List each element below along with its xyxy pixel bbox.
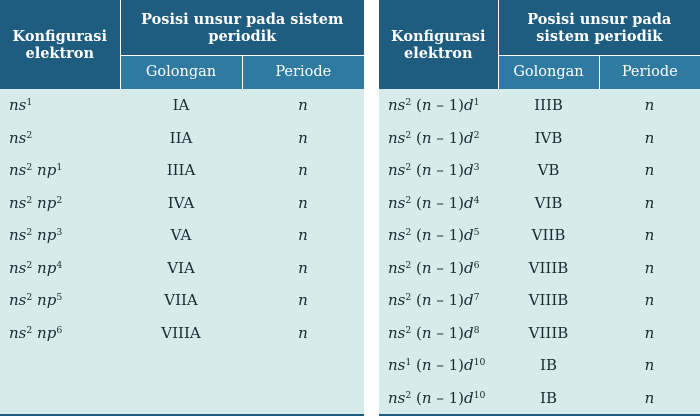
config-term: ( [411,356,422,375]
config-term: ns [9,323,27,342]
config-term: n [421,291,432,310]
config-superscript: 2 [26,324,33,336]
electron-config-cell [0,317,120,350]
group-cell: IA [120,89,242,122]
config-superscript: 1 [405,357,412,369]
config-term: ns [388,356,406,375]
group-cell: IIIA [120,154,242,187]
config-superscript: 5 [473,227,480,239]
group-cell [120,349,242,382]
config-term: np [32,291,57,310]
config-superscript: 8 [473,324,480,336]
config-term: ( [411,323,422,342]
period-cell: n [242,284,364,317]
right-electron-config-table [379,0,700,416]
electron-config-cell [379,122,498,155]
config-term: ( [411,226,422,245]
config-superscript: 5 [56,292,63,304]
header-position: Posisi unsur pada sistem periodik [120,0,364,56]
group-cell: VIIIB [498,252,599,285]
config-term: d [464,193,474,212]
config-superscript: 2 [405,162,412,174]
config-term: – 1) [431,258,465,277]
config-superscript: 2 [26,292,33,304]
config-term: ( [411,96,422,115]
period-cell: n [599,187,700,220]
electron-config-cell [379,382,498,416]
electron-config-cell [0,187,120,220]
table-row [379,122,700,155]
config-superscript: 2 [405,129,412,141]
table-row [0,122,364,155]
config-superscript: 2 [26,194,33,206]
config-superscript: 3 [56,227,63,239]
config-term: d [464,226,474,245]
config-term: ns [388,291,406,310]
config-term: – 1) [431,291,465,310]
period-cell [242,382,364,416]
config-term: n [421,193,432,212]
period-cell: n [242,187,364,220]
table-row [379,89,700,122]
config-superscript: 1 [56,162,63,174]
table-row [0,154,364,187]
table-row [0,284,364,317]
electron-config-cell [0,89,120,122]
period-cell [242,349,364,382]
header-period: Periode [242,56,364,90]
electron-config-cell [379,252,498,285]
period-cell: n [599,122,700,155]
table-row [0,187,364,220]
electron-config-cell [379,154,498,187]
period-cell: n [599,349,700,382]
header-group: Golongan [498,56,599,90]
config-term: ns [9,161,27,180]
group-cell: VIIIA [120,317,242,350]
config-term: ns [9,128,27,147]
config-term: np [32,193,57,212]
config-term: ns [9,291,27,310]
config-term: ns [388,96,406,115]
electron-config-cell [379,89,498,122]
table-row [379,187,700,220]
config-term: np [32,226,57,245]
group-cell: VIB [498,187,599,220]
config-term: n [421,226,432,245]
table-row [379,219,700,252]
config-term: ns [388,258,406,277]
config-term: ns [9,96,27,115]
period-cell: n [242,89,364,122]
config-superscript: 3 [473,162,480,174]
electron-config-cell [379,317,498,350]
config-term: d [464,258,474,277]
electron-config-cell [0,252,120,285]
config-term: ( [411,161,422,180]
config-term: np [32,258,57,277]
config-term: n [421,388,432,407]
config-term: – 1) [431,161,465,180]
config-term: ns [388,193,406,212]
header-period: Periode [599,56,700,90]
config-term: ( [411,258,422,277]
table-row [379,317,700,350]
period-cell: n [242,122,364,155]
config-superscript: 6 [56,324,63,336]
config-term: ( [411,388,422,407]
header-config: Konfigurasi elektron [0,0,120,89]
config-superscript: 2 [405,97,412,109]
config-superscript: 2 [405,292,412,304]
config-term: d [464,128,474,147]
config-term: n [421,323,432,342]
electron-config-cell [379,349,498,382]
config-superscript: 2 [473,129,480,141]
table-row [0,89,364,122]
config-term: ( [411,128,422,147]
config-term: – 1) [431,388,465,407]
config-superscript: 2 [405,227,412,239]
group-cell: IB [498,349,599,382]
config-superscript: 2 [405,324,412,336]
config-term: n [421,258,432,277]
config-superscript: 2 [26,162,33,174]
electron-config-cell [0,349,120,382]
config-term: d [464,96,474,115]
period-cell: n [599,382,700,416]
config-term: ns [388,226,406,245]
electron-config-cell [0,284,120,317]
config-term: ns [388,323,406,342]
header-group: Golongan [120,56,242,90]
config-term: – 1) [431,128,465,147]
period-cell: n [242,252,364,285]
config-superscript: 2 [405,259,412,271]
period-cell: n [242,219,364,252]
group-cell: VIIIB [498,317,599,350]
header-config: Konfigurasi elektron [379,0,498,89]
group-cell: VIIB [498,219,599,252]
group-cell: IVB [498,122,599,155]
period-cell: n [599,154,700,187]
table-row [379,284,700,317]
config-term: – 1) [431,96,465,115]
left-table-body [0,89,364,415]
group-cell [120,382,242,416]
config-superscript: 2 [56,194,63,206]
config-term: – 1) [431,193,465,212]
period-cell: n [599,219,700,252]
config-superscript: 4 [473,194,480,206]
group-cell: VA [120,219,242,252]
config-superscript: 1 [473,97,480,109]
config-term: d [464,291,474,310]
period-cell: n [599,252,700,285]
table-row [0,382,364,416]
electron-config-cell [0,122,120,155]
period-cell: n [599,89,700,122]
table-row [0,317,364,350]
config-term: d [464,161,474,180]
table-row [379,154,700,187]
config-superscript: 2 [26,259,33,271]
group-cell: VIIIB [498,284,599,317]
group-cell: IIIB [498,89,599,122]
config-superscript: 2 [405,194,412,206]
table-row [0,349,364,382]
config-term: ( [411,193,422,212]
group-cell: VIIA [120,284,242,317]
config-term: ns [388,128,406,147]
config-term: ( [411,291,422,310]
config-superscript: 7 [473,292,480,304]
config-superscript: 4 [56,259,63,271]
config-superscript: 6 [473,259,480,271]
config-superscript: 2 [26,129,33,141]
config-superscript: 2 [405,389,412,401]
group-cell: IVA [120,187,242,220]
config-term: np [32,323,57,342]
header-position: Posisi unsur pada sistem periodik [498,0,700,56]
table-row [379,252,700,285]
electron-config-cell [379,284,498,317]
group-cell: VIA [120,252,242,285]
config-term: d [464,388,474,407]
config-superscript: 10 [473,357,486,369]
config-term: ns [9,193,27,212]
config-term: – 1) [431,226,465,245]
table-row [0,219,364,252]
config-term: n [421,128,432,147]
table-row [379,349,700,382]
group-cell: IIA [120,122,242,155]
config-term: d [464,356,474,375]
config-superscript: 2 [26,227,33,239]
config-term: np [32,161,57,180]
config-superscript: 10 [473,389,486,401]
table-row [379,382,700,416]
electron-config-cell [0,382,120,416]
electron-config-cell [379,187,498,220]
period-cell: n [242,154,364,187]
config-term: ns [9,258,27,277]
period-cell: n [599,284,700,317]
period-cell: n [242,317,364,350]
config-term: ns [388,388,406,407]
electron-config-cell [379,219,498,252]
config-term: ns [388,161,406,180]
right-table-body [379,89,700,415]
group-cell: IB [498,382,599,416]
config-superscript: 1 [26,97,33,109]
config-term: ns [9,226,27,245]
table-row [0,252,364,285]
config-term: n [421,96,432,115]
config-term: n [421,356,432,375]
period-cell: n [599,317,700,350]
electron-config-cell [0,154,120,187]
config-term: n [421,161,432,180]
config-term: – 1) [431,323,465,342]
electron-config-cell [0,219,120,252]
config-term: d [464,323,474,342]
config-term: – 1) [431,356,465,375]
group-cell: VB [498,154,599,187]
